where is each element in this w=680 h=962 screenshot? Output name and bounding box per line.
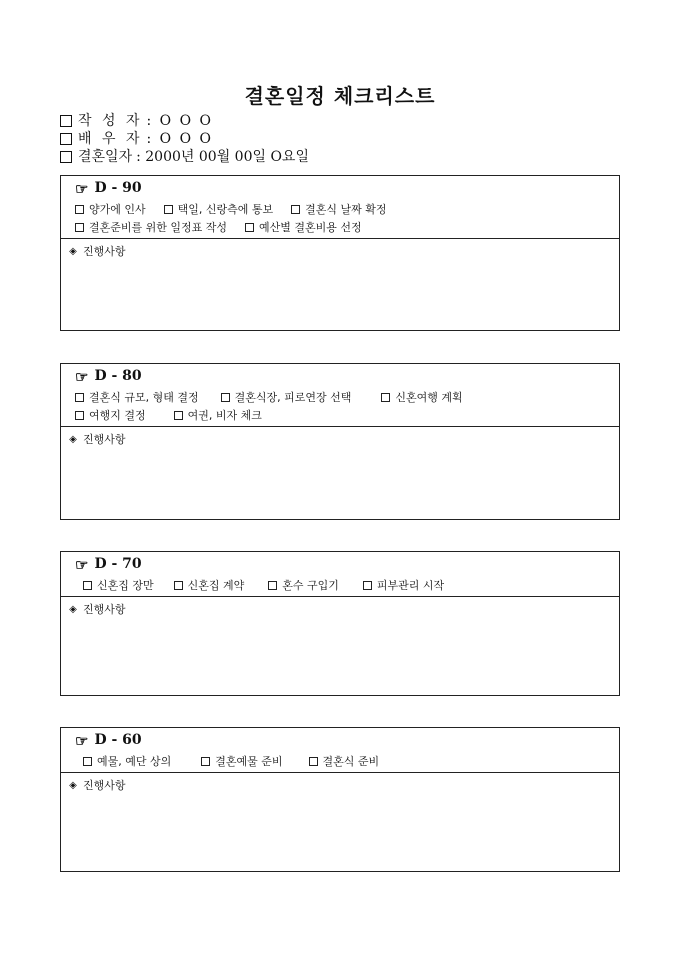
diamond-bullet-icon: ◈: [69, 245, 77, 257]
task-label: 예산별 결혼비용 선정: [259, 221, 362, 234]
checkbox[interactable]: [291, 205, 300, 214]
author-label: 작 성 자: [78, 113, 143, 129]
task-item[interactable]: [174, 577, 245, 593]
checkbox[interactable]: [381, 393, 390, 402]
task-label: 신혼여행 계획: [395, 391, 463, 404]
checkbox[interactable]: [164, 205, 173, 214]
checkbox[interactable]: [201, 757, 210, 766]
task-item[interactable]: [75, 201, 146, 217]
checklist-block-d60: [60, 727, 620, 872]
dday-label: D - 90: [94, 180, 142, 196]
task-item[interactable]: [75, 389, 199, 405]
dday-heading: [75, 179, 619, 197]
checkbox[interactable]: [75, 393, 84, 402]
wedding-date-label: 결혼일자: [78, 149, 133, 165]
block-header: [61, 552, 619, 597]
checkbox[interactable]: [174, 411, 183, 420]
checkbox[interactable]: [60, 151, 72, 163]
checklist-block-d80: [60, 363, 620, 520]
dday-heading: [75, 367, 619, 385]
block-header: [61, 176, 619, 239]
task-item[interactable]: [291, 201, 386, 217]
checkbox[interactable]: [363, 581, 372, 590]
checkbox[interactable]: [174, 581, 183, 590]
task-item[interactable]: [381, 389, 462, 405]
task-item[interactable]: [83, 753, 171, 769]
diamond-bullet-icon: ◈: [69, 433, 77, 445]
progress-notes[interactable]: [61, 597, 619, 617]
spouse-row: [60, 130, 309, 148]
author-row: [60, 112, 309, 130]
checkbox[interactable]: [75, 411, 84, 420]
task-label: 결혼식 규모, 형태 결정: [89, 391, 199, 404]
task-label: 결혼식장, 피로연장 선택: [234, 391, 352, 404]
task-item[interactable]: [268, 577, 339, 593]
task-row: [75, 200, 619, 218]
progress-notes[interactable]: [61, 239, 619, 259]
task-label: 양가에 인사: [89, 203, 146, 216]
dday-heading: [75, 731, 619, 749]
pointing-hand-icon: ☞: [75, 179, 89, 198]
task-item[interactable]: [221, 389, 352, 405]
progress-label: 진행사항: [83, 603, 126, 616]
checkbox[interactable]: [83, 581, 92, 590]
checkbox[interactable]: [245, 223, 254, 232]
progress-label: 진행사항: [83, 245, 126, 258]
task-item[interactable]: [164, 201, 274, 217]
task-row: [75, 752, 619, 770]
task-label: 결혼식 날짜 확정: [305, 203, 387, 216]
task-item[interactable]: [363, 577, 444, 593]
checklist-block-d90: [60, 175, 620, 331]
task-row: [75, 218, 619, 236]
progress-label: 진행사항: [83, 433, 126, 446]
task-item[interactable]: [201, 753, 282, 769]
spouse-label: 배 우 자: [78, 131, 143, 147]
task-row: [75, 388, 619, 406]
block-header: [61, 364, 619, 427]
task-label: 여행지 결정: [89, 409, 146, 422]
checkbox[interactable]: [60, 133, 72, 145]
task-label: 신혼집 계약: [187, 579, 245, 592]
task-item[interactable]: [75, 407, 146, 423]
checklist-block-d70: [60, 551, 620, 696]
checkbox[interactable]: [83, 757, 92, 766]
dday-label: D - 70: [94, 556, 142, 572]
task-item[interactable]: [245, 219, 362, 235]
checkbox[interactable]: [309, 757, 318, 766]
wedding-date-row: [60, 148, 309, 166]
task-item[interactable]: [75, 219, 227, 235]
task-item[interactable]: [83, 577, 154, 593]
task-label: 택일, 신랑측에 통보: [177, 203, 274, 216]
task-label: 예물, 예단 상의: [97, 755, 172, 768]
task-item[interactable]: [309, 753, 380, 769]
task-label: 결혼준비를 위한 일정표 작성: [89, 221, 228, 234]
pointing-hand-icon: ☞: [75, 555, 89, 574]
task-label: 결혼예물 준비: [215, 755, 283, 768]
checkbox[interactable]: [60, 115, 72, 127]
author-value: : O O O: [146, 113, 213, 129]
checkbox[interactable]: [75, 223, 84, 232]
dday-heading: [75, 555, 619, 573]
page-title: 결혼일정 체크리스트: [244, 84, 436, 108]
progress-label: 진행사항: [83, 779, 126, 792]
checkbox[interactable]: [268, 581, 277, 590]
dday-label: D - 60: [94, 732, 142, 748]
checkbox[interactable]: [221, 393, 230, 402]
task-row: [75, 576, 619, 594]
task-item[interactable]: [174, 407, 262, 423]
pointing-hand-icon: ☞: [75, 731, 89, 750]
checkbox[interactable]: [75, 205, 84, 214]
task-label: 여권, 비자 체크: [187, 409, 262, 422]
task-row: [75, 406, 619, 424]
block-header: [61, 728, 619, 773]
wedding-date-value: : 2000년 00월 00일 O요일: [136, 149, 309, 165]
pointing-hand-icon: ☞: [75, 367, 89, 386]
task-label: 신혼집 장만: [97, 579, 154, 592]
task-label: 혼수 구입기: [282, 579, 339, 592]
task-label: 결혼식 준비: [322, 755, 380, 768]
dday-label: D - 80: [94, 368, 142, 384]
progress-notes[interactable]: [61, 773, 619, 793]
diamond-bullet-icon: ◈: [69, 603, 77, 615]
task-label: 피부관리 시작: [376, 579, 445, 592]
progress-notes[interactable]: [61, 427, 619, 447]
spouse-value: : O O O: [146, 131, 213, 147]
document-info: [60, 112, 309, 166]
diamond-bullet-icon: ◈: [69, 779, 77, 791]
